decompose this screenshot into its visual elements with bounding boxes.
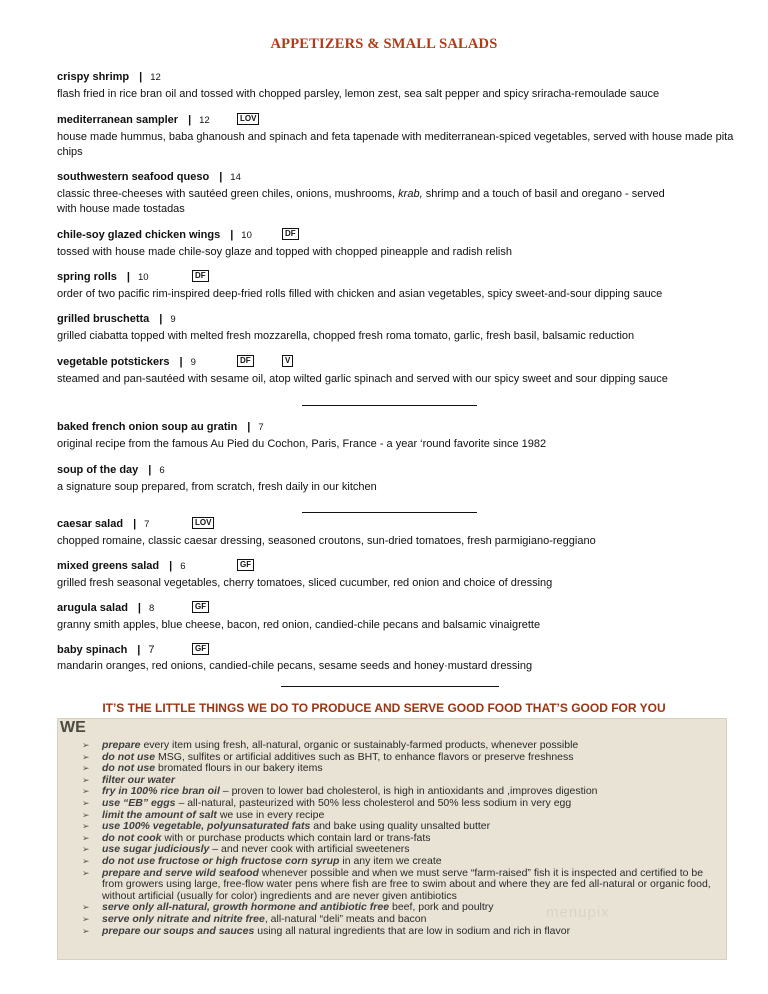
promise-text: with or purchase products which contain lard or trans-fats [161, 831, 431, 844]
menu-item-mixed-greens-salad [57, 559, 747, 591]
item-name: southwestern seafood queso [57, 171, 210, 183]
promise-list [82, 740, 722, 937]
item-price: 9 [190, 357, 196, 368]
menu-item-crispy-shrimp [57, 70, 747, 102]
promise-item [82, 926, 722, 938]
promise-text: – all-natural, pasteurized with 50% less cholesterol and 50% less sodium in very egg [175, 796, 572, 809]
item-price: 8 [149, 603, 155, 614]
item-name: baby spinach [57, 644, 128, 656]
promise-highlight: do not use fructose or high fructose corn syrup [102, 854, 340, 867]
item-name: baked french onion soup au gratin [57, 421, 238, 433]
item-description: mandarin oranges, red onions, candied-chile pecans, sesame seeds and honey·mustard dressing [57, 660, 533, 672]
menu-item-grilled-bruschetta [57, 312, 747, 344]
item-name: caesar salad [57, 518, 124, 530]
section-divider [302, 405, 477, 406]
promise-highlight: do not use [102, 750, 156, 763]
separator: | [139, 71, 143, 83]
we-label: WE [60, 719, 86, 736]
promise-highlight: fry in 100% rice bran oil [102, 785, 220, 798]
promise-highlight: do not use [102, 762, 156, 775]
desc-part: classic three-cheeses with sautéed green chiles, onions, mushrooms, [57, 188, 399, 200]
separator: | [133, 518, 137, 530]
item-name: spring rolls [57, 271, 117, 283]
item-name: soup of the day [57, 464, 139, 476]
separator: | [148, 464, 152, 476]
promise-highlight: use 100% vegetable, polyunsaturated fats [102, 820, 311, 833]
promise-highlight: use sugar judiciously [102, 843, 210, 856]
separator: | [219, 171, 223, 183]
item-name: chile-soy glazed chicken wings [57, 229, 221, 241]
promise-text: every item using fresh, all-natural, organic or sustainably-farmed products, whenever possible [140, 739, 579, 751]
item-description: flash fried in rice bran oil and tossed with chopped parsley, lemon zest, sea salt pepper and spicy sriracha-remoulade sauce [57, 88, 660, 100]
promise-banner: IT’S THE LITTLE THINGS WE DO TO PRODUCE AND SERVE GOOD FOOD THAT’S GOOD FOR YOU [102, 701, 666, 715]
diet-tag-df: DF [282, 228, 299, 240]
promise-text: bromated flours in our bakery items [155, 762, 323, 775]
promise-text: and bake using quality unsalted butter [310, 820, 491, 833]
item-name: arugula salad [57, 602, 128, 614]
arrow-bullet-icon: ➢ [82, 751, 90, 762]
arrow-bullet-icon: ➢ [82, 763, 90, 774]
section-divider [302, 512, 477, 513]
separator: | [137, 602, 141, 614]
separator: | [230, 229, 234, 241]
promise-text: in any item we create [339, 854, 442, 867]
item-description: house made hummus, baba ghanoush and spinach and feta tapenade with mediterranean-spiced vegetables, served with house made pita chips [57, 131, 734, 158]
menu-item-soup-of-the-day [57, 463, 747, 495]
item-price: 7 [148, 644, 155, 656]
section-title: APPETIZERS & SMALL SALADS [270, 36, 498, 52]
separator: | [247, 421, 251, 433]
arrow-bullet-icon: ➢ [82, 925, 90, 936]
menu-item-southwestern-seafood-queso [57, 170, 747, 216]
promise-highlight: use “EB” eggs [102, 796, 176, 809]
diet-tag-df: DF [237, 355, 254, 367]
separator: | [126, 271, 130, 283]
menu-item-vegetable-potstickers [57, 355, 747, 387]
promise-highlight: prepare our soups and sauces [102, 924, 255, 937]
arrow-bullet-icon: ➢ [82, 821, 90, 832]
arrow-bullet-icon: ➢ [82, 902, 90, 913]
diet-tag-lov: LOV [237, 113, 259, 125]
promise-highlight: filter our water [102, 773, 175, 786]
item-description [57, 187, 667, 216]
item-description: original recipe from the famous Au Pied du Cochon, Paris, France - a year ‘round favorite since 1982 [57, 438, 547, 450]
promise-text: , all-natural “deli” meats and bacon [264, 912, 427, 925]
item-description: granny smith apples, blue cheese, bacon, red onion, candied-chile pecans and balsamic vinaigrette [57, 619, 541, 631]
arrow-bullet-icon: ➢ [82, 832, 90, 843]
promise-text: beef, pork and poultry [389, 901, 494, 914]
item-name: crispy shrimp [57, 71, 130, 83]
promise-highlight: serve only all-natural, growth hormone and antibiotic free [102, 901, 390, 914]
promise-highlight: prepare and serve wild seafood [102, 866, 259, 879]
arrow-bullet-icon: ➢ [82, 867, 90, 878]
desc-part: shrimp and a touch of basil and oregano - served with house made tostadas [57, 188, 665, 215]
promise-text: whenever possible and when we must serve “farm-raised” fish it is inspected and certified to be from growers using large, free-flow water pens where fish are free to swim about and where they are fed all-natural or organic food, without artificial (usually for color) ingredients and are never given antibiotics [102, 866, 711, 902]
separator: | [159, 313, 163, 325]
diet-tag-df: DF [192, 270, 209, 282]
arrow-bullet-icon: ➢ [82, 913, 90, 924]
item-price: 12 [150, 72, 161, 83]
diet-tag-gf: GF [237, 559, 254, 571]
menu-item-caesar-salad [57, 517, 747, 549]
arrow-bullet-icon: ➢ [82, 740, 90, 750]
separator: | [179, 356, 183, 368]
promise-item [82, 763, 722, 775]
menu-item-spring-rolls [57, 270, 747, 302]
item-price: 7 [258, 422, 264, 433]
item-description: grilled fresh seasonal vegetables, cherry tomatoes, sliced cucumber, red onion and choice of dressing [57, 577, 553, 589]
diet-tag-gf: GF [192, 601, 209, 613]
item-name: mixed greens salad [57, 560, 160, 572]
watermark: menupix [546, 904, 610, 921]
arrow-bullet-icon: ➢ [82, 797, 90, 808]
promise-highlight: serve only nitrate and nitrite free [102, 912, 265, 925]
item-price: 12 [199, 115, 210, 126]
diet-tag-gf: GF [192, 643, 209, 655]
promise-text: MSG, sulfites or artificial additives such as BHT, to enhance flavors or preserve freshness [155, 750, 574, 763]
item-name: mediterranean sampler [57, 114, 179, 126]
item-price: 9 [170, 314, 176, 325]
promise-highlight: do not cook [102, 831, 162, 844]
item-description: chopped romaine, classic caesar dressing, seasoned croutons, sun-dried tomatoes, fresh parmigiano-reggiano [57, 535, 596, 547]
arrow-bullet-icon: ➢ [82, 786, 90, 797]
promise-text: we use in every recipe [216, 808, 325, 821]
item-name: vegetable potstickers [57, 356, 170, 368]
desc-emphasis: krab, [398, 188, 423, 200]
promise-text: – proven to lower bad cholesterol, is high in antioxidants and ,improves digestion [219, 785, 598, 798]
arrow-bullet-icon: ➢ [82, 855, 90, 866]
separator: | [188, 114, 192, 126]
promise-text: – and never cook with artificial sweeteners [209, 843, 410, 856]
item-price: 14 [230, 172, 241, 183]
item-price: 10 [137, 272, 149, 283]
promise-text: using all natural ingredients that are low in sodium and rich in flavor [254, 924, 571, 937]
arrow-bullet-icon: ➢ [82, 844, 90, 855]
menu-item-french-onion-soup [57, 420, 747, 452]
menu-item-mediterranean-sampler [57, 113, 747, 159]
promise-item [82, 868, 722, 903]
arrow-bullet-icon: ➢ [82, 774, 90, 785]
we-promise-box [57, 718, 727, 960]
section-divider [281, 686, 499, 687]
arrow-bullet-icon: ➢ [82, 809, 90, 820]
item-price: 7 [144, 519, 150, 530]
promise-highlight: prepare [102, 739, 141, 751]
diet-tag-lov: LOV [192, 517, 214, 529]
item-description: grilled ciabatta topped with melted fresh mozzarella, chopped fresh roma tomato, garlic, fresh basil, balsamic reduction [57, 330, 635, 342]
item-price: 10 [241, 230, 252, 241]
item-description: order of two pacific rim-inspired deep-fried rolls filled with chicken and asian vegetables, spicy sweet-and-sour dipping sauce [57, 288, 663, 300]
item-name: grilled bruschetta [57, 313, 150, 325]
menu-item-chile-soy-wings [57, 228, 747, 260]
item-description: steamed and pan-sautéed with sesame oil, atop wilted garlic spinach and served with our spicy sweet and sour dipping sauce [57, 373, 668, 385]
diet-tag-v: V [282, 355, 293, 367]
item-description: tossed with house made chile-soy glaze and topped with chopped pineapple and radish relish [57, 246, 512, 258]
promise-highlight: limit the amount of salt [102, 808, 217, 821]
separator: | [169, 560, 173, 572]
item-description: a signature soup prepared, from scratch, fresh daily in our kitchen [57, 481, 377, 493]
item-price: 6 [159, 465, 165, 476]
separator: | [137, 644, 141, 656]
item-price: 6 [180, 561, 186, 572]
menu-item-arugula-salad [57, 601, 747, 633]
menu-item-baby-spinach [57, 643, 747, 674]
